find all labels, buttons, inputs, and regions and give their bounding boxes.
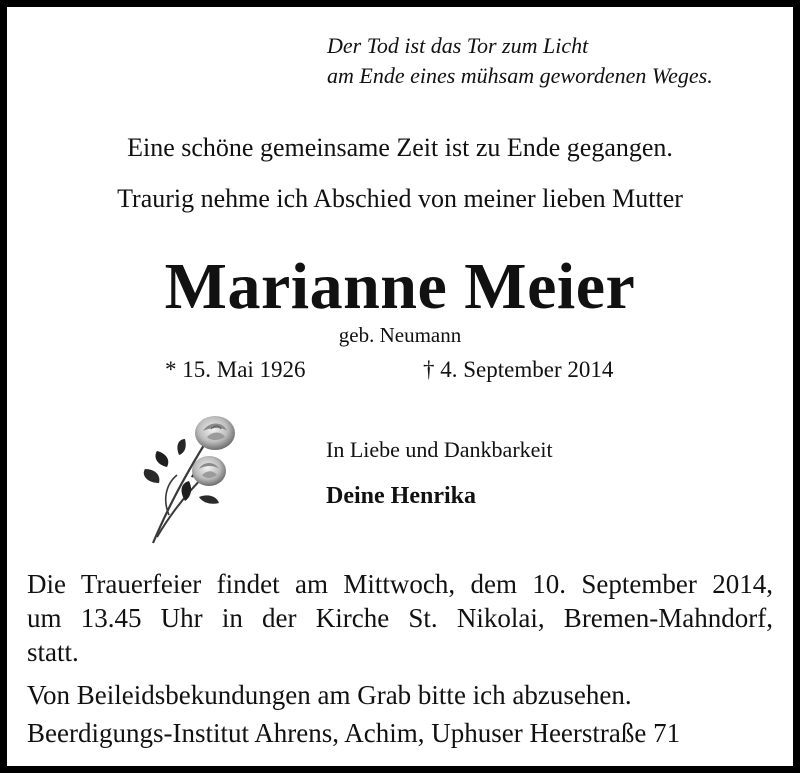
condolence-note: Von Beileidsbekundungen am Grab bitte ich abzusehen. xyxy=(27,680,632,710)
intro-line-2: Traurig nehme ich Abschied von meiner lieben Mutter xyxy=(117,184,683,213)
funeral-line-3: statt. xyxy=(27,637,79,667)
deceased-name: Marianne Meier xyxy=(164,250,636,323)
funeral-announcement xyxy=(27,567,773,669)
signature: Deine Henrika xyxy=(326,483,476,509)
funeral-line-2: um 13.45 Uhr in der Kirche St. Nikolai, Bremen-Mahndorf, xyxy=(27,603,773,633)
motto-line-2: am Ende eines mühsam gewordenen Weges. xyxy=(327,63,713,88)
funeral-line-1: Die Trauerfeier findet am Mittwoch, dem 10. September 2014, xyxy=(27,569,773,599)
death-date: † 4. September 2014 xyxy=(423,357,614,382)
rose-icon xyxy=(139,405,249,550)
maiden-name: geb. Neumann xyxy=(338,323,462,347)
undertaker-line: Beerdigungs-Institut Ahrens, Achim, Uphuser Heerstraße 71 xyxy=(27,718,681,748)
motto xyxy=(327,31,713,91)
signoff-line: In Liebe und Dankbarkeit xyxy=(326,437,553,462)
intro-line-1: Eine schöne gemeinsame Zeit ist zu Ende gegangen. xyxy=(127,133,673,162)
motto-line-1: Der Tod ist das Tor zum Licht xyxy=(327,33,589,58)
birth-date: * 15. Mai 1926 xyxy=(165,357,306,382)
